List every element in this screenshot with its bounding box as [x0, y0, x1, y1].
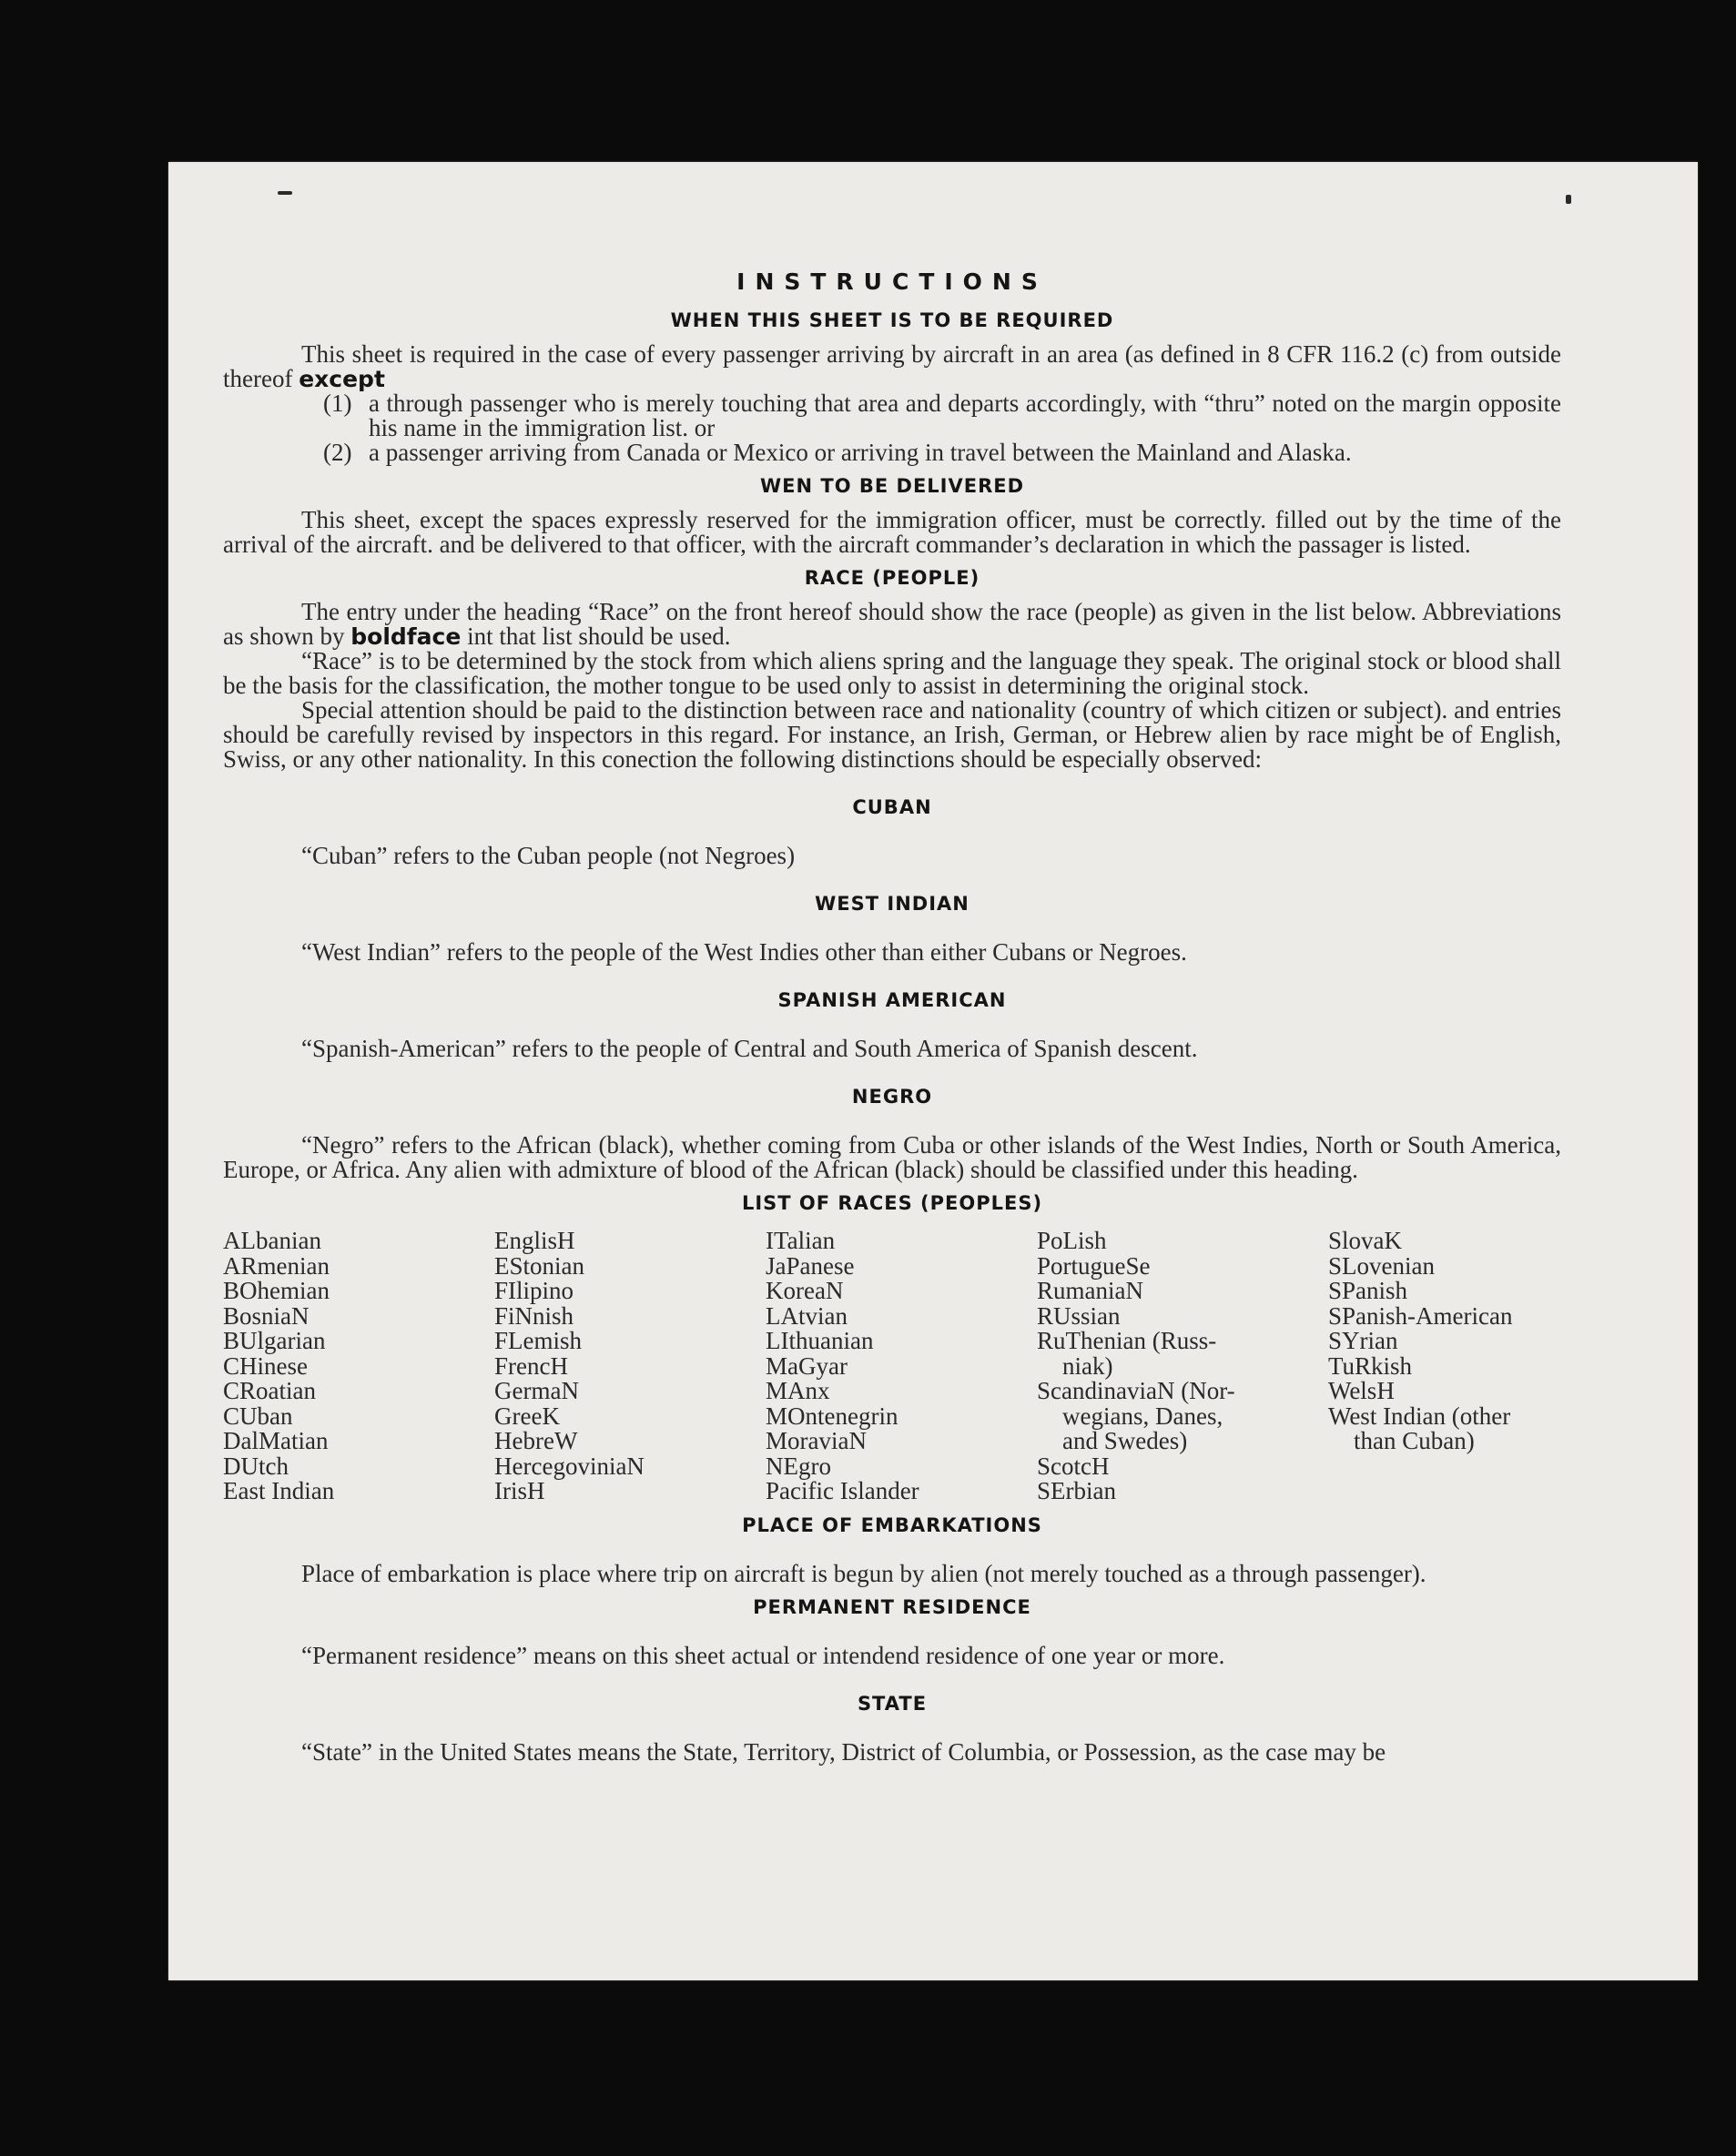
races-table: [223, 1229, 1561, 1504]
heading-state: STATE: [857, 1692, 928, 1715]
item-text: a passenger arriving from Canada or Mexico or arriving in travel between the Mainland and Alaska.: [369, 439, 1352, 466]
race-entry: GermaN: [494, 1377, 579, 1404]
race-entry: HercegoviniaN: [494, 1452, 645, 1480]
heading-when-delivered: WEN TO BE DELIVERED: [759, 475, 1025, 497]
race-entry: BOhemian: [223, 1277, 330, 1304]
race-entry: SErbian: [1037, 1477, 1116, 1504]
heading-embarkation: PLACE OF EMBARKATIONS: [742, 1513, 1042, 1536]
race-entry: LAtvian: [766, 1301, 848, 1330]
race-entry: SPanish-American: [1328, 1301, 1513, 1330]
races-column: [1037, 1229, 1328, 1504]
bold-boldface: boldface: [350, 623, 462, 650]
race-entry: RuThenian (Russ-: [1037, 1327, 1217, 1354]
item-number: (2): [323, 439, 352, 466]
paragraph-text: This sheet is required in the case of every passenger arriving by aircraft in an area (as defined in 8 CFR 116.2 (c) from outside thereof: [223, 340, 1561, 392]
speck: [1566, 195, 1571, 204]
race-entry: DalMatian: [223, 1427, 329, 1454]
race-entry: and Swedes): [1062, 1427, 1188, 1454]
heading-race: RACE (PEOPLE): [804, 567, 980, 589]
race-entry: KoreaN: [766, 1277, 844, 1304]
race-entry: FLemish: [494, 1327, 583, 1354]
heading-negro: NEGRO: [851, 1086, 933, 1108]
race-entry: MaGyar: [766, 1351, 848, 1380]
race-entry: FiNnish: [494, 1301, 574, 1330]
item-number: (1): [323, 390, 352, 417]
race-entry: BosniaN: [223, 1301, 310, 1330]
race-entry: BUlgarian: [223, 1327, 326, 1354]
race-entry: EnglisH: [494, 1227, 575, 1254]
paragraph-text: int that list should be used.: [461, 623, 731, 650]
document-sheet: [168, 162, 1698, 1980]
race-entry: ScotcH: [1037, 1452, 1110, 1480]
race-entry: WelsH: [1328, 1377, 1395, 1404]
races-column: [223, 1229, 494, 1504]
paragraph-race-2: “Race” is to be determined by the stock from which aliens spring and the language they speak. The original stock or blood shall be the basis for the classification, the mother tongue to be used only to assist in determining the original stock.: [223, 647, 1561, 699]
heading-permanent-residence: PERMANENT RESIDENCE: [753, 1595, 1031, 1618]
list-item: [323, 440, 1561, 465]
race-entry: EStonian: [494, 1251, 584, 1280]
race-entry: RumaniaN: [1037, 1277, 1143, 1304]
race-entry: MOntenegrin: [766, 1402, 898, 1430]
heading-cuban: CUBAN: [852, 796, 932, 818]
heading-west-indian: WEST INDIAN: [815, 893, 970, 915]
paragraph-permanent-residence: “Permanent residence” means on this sheet actual or intendend residence of one year or more.: [301, 1641, 1225, 1669]
races-column: [494, 1229, 766, 1504]
paragraph-spanish-american: “Spanish-American” refers to the people of Central and South America of Spanish descent.: [301, 1035, 1198, 1062]
paragraph-west-indian: “West Indian” refers to the people of the West Indies other than either Cubans or Negroes.: [301, 938, 1187, 966]
paragraph-text: The entry under the heading “Race” on the front hereof should show the race (people) as given in the list below. Abbreviations as shown by: [223, 598, 1561, 650]
race-entry: CUban: [223, 1402, 293, 1430]
race-entry: CRoatian: [223, 1377, 316, 1404]
heading-spanish-american: SPANISH AMERICAN: [777, 989, 1007, 1011]
race-entry: West Indian (other: [1328, 1402, 1511, 1430]
race-entry: NEgro: [766, 1452, 831, 1480]
races-column: [1328, 1229, 1561, 1504]
paragraph-cuban: “Cuban” refers to the Cuban people (not Negroes): [301, 842, 796, 869]
race-entry: MAnx: [766, 1377, 830, 1404]
race-entry: ITalian: [766, 1227, 836, 1254]
paragraph-required: [223, 342, 1561, 391]
race-entry: East Indian: [223, 1477, 335, 1504]
paragraph-embarkation: Place of embarkation is place where trip on aircraft is begun by alien (not merely touched as a through passenger).: [301, 1559, 1426, 1587]
speck: [278, 191, 292, 195]
item-text: a through passenger who is merely touching that area and departs accordingly, with “thru” noted on the margin opposite his name in the immigration list. or: [369, 390, 1561, 441]
race-entry: than Cuban): [1354, 1427, 1475, 1454]
races-column: [766, 1229, 1037, 1504]
race-entry: LIthuanian: [766, 1327, 874, 1354]
race-entry: PoLish: [1037, 1227, 1107, 1254]
race-entry: PortugueSe: [1037, 1251, 1151, 1280]
race-entry: SLovenian: [1328, 1251, 1435, 1280]
race-entry: GreeK: [494, 1402, 560, 1430]
race-entry: SYrian: [1328, 1327, 1398, 1354]
race-entry: Pacific Islander: [766, 1477, 919, 1504]
race-entry: IrisH: [494, 1477, 545, 1504]
race-entry: RUssian: [1037, 1301, 1121, 1330]
bold-except: except: [299, 366, 385, 392]
race-entry: MoraviaN: [766, 1427, 867, 1454]
race-entry: JaPanese: [766, 1251, 855, 1280]
race-entry: SlovaK: [1328, 1227, 1402, 1254]
paragraph-negro: “Negro” refers to the African (black), whether coming from Cuba or other islands of the West Indies, North or South America, Europe, or Africa. Any alien with admixture of blood of the African (black) should be classified under this heading.: [223, 1131, 1561, 1183]
heading-list-of-races: LIST OF RACES (PEOPLES): [741, 1192, 1043, 1214]
race-entry: wegians, Danes,: [1062, 1402, 1223, 1430]
race-entry: ARmenian: [223, 1251, 330, 1280]
race-entry: ALbanian: [223, 1227, 321, 1254]
paragraph-race-3: Special attention should be paid to the distinction between race and nationality (country of which citizen or subject). and entries should be carefully revised by inspectors in this regard. For instance, an Irish, German, or Hebrew alien by race might be of English, Swiss, or any other nationality. In this conection the following distinctions should be especially observed:: [223, 696, 1561, 773]
paragraph-race-1: [223, 600, 1561, 649]
race-entry: ScandinaviaN (Nor-: [1037, 1377, 1235, 1404]
race-entry: niak): [1062, 1351, 1113, 1380]
race-entry: TuRkish: [1328, 1351, 1413, 1380]
paragraph-delivered: This sheet, except the spaces expressly reserved for the immigration officer, must be correctly. filled out by the time of the arrival of the aircraft. and be delivered to that officer, with the aircraft commander’s declaration in which the passager is listed.: [223, 506, 1561, 558]
race-entry: HebreW: [494, 1427, 578, 1454]
race-entry: FIlipino: [494, 1277, 574, 1304]
race-entry: FrencH: [494, 1351, 568, 1380]
page-title: INSTRUCTIONS: [736, 268, 1048, 295]
race-entry: SPanish: [1328, 1277, 1408, 1304]
race-entry: CHinese: [223, 1351, 308, 1380]
instructions-content: [223, 269, 1561, 1765]
paragraph-state: “State” in the United States means the State, Territory, District of Columbia, or Possession, as the case may be: [301, 1737, 1386, 1766]
list-item: [323, 391, 1561, 440]
race-entry: DUtch: [223, 1452, 289, 1480]
heading-when-required: WHEN THIS SHEET IS TO BE REQUIRED: [670, 309, 1114, 331]
